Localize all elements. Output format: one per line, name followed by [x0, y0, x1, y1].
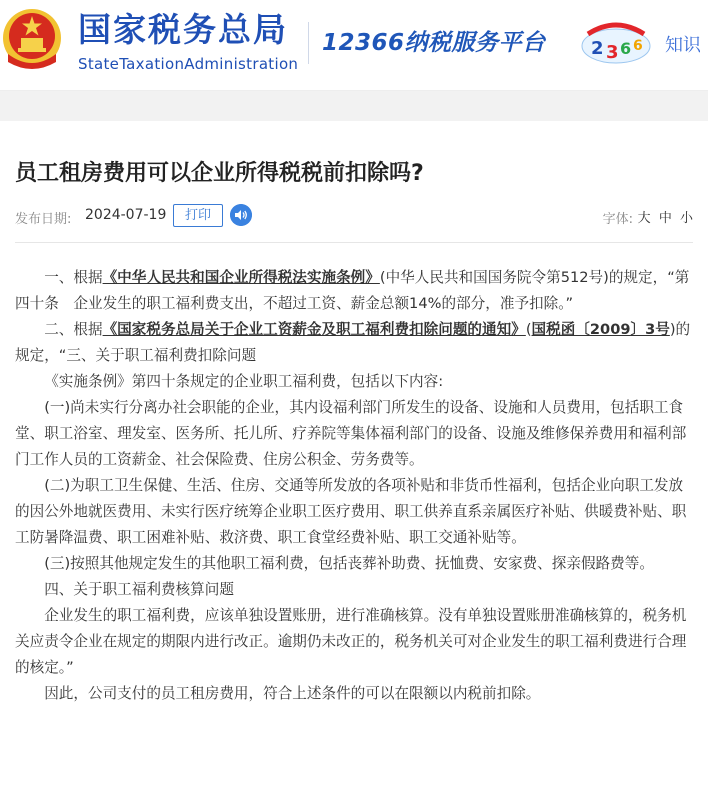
font-size-medium-button[interactable]: 中	[658, 211, 672, 226]
header-divider	[308, 22, 309, 64]
notice-number-link[interactable]: 国税函〔2009〕3号	[531, 321, 670, 338]
font-size-small-button[interactable]: 小	[679, 211, 693, 226]
article-body	[15, 265, 693, 707]
paragraph-7: 四、关于职工福利费核算问题	[44, 581, 234, 598]
paragraph-1: 一、根据《中华人民共和国企业所得税法实施条例》(中华人民共和国国务院令第512号)的规定，“第四十条 企业发生的职工福利费支出，不超过工资、薪金总额14%的部分，准予扣除。”	[15, 269, 690, 312]
article	[0, 159, 708, 707]
regulation-link[interactable]: 《中华人民共和国企业所得税法实施条例》	[102, 269, 380, 286]
font-size-options	[634, 207, 693, 226]
knowledge-link[interactable]: 知识	[665, 35, 701, 56]
platform-title[interactable]: 12366纳税服务平台	[322, 30, 546, 56]
svg-text:6: 6	[633, 38, 643, 54]
national-emblem-icon	[2, 6, 62, 72]
paragraph-3: 《实施条例》第四十条规定的企业职工福利费，包括以下内容:	[44, 373, 444, 390]
12366-mascot-icon	[578, 20, 654, 66]
paragraph-5: (二)为职工卫生保健、生活、住房、交通等所发放的各项补贴和非货币性福利，包括企业向职工发放的因公外地就医费用、未实行医疗统筹企业职工医疗费用、职工供养直系亲属医疗补贴、供暖费补贴、职工防暑降温费、职工困难补贴、救济费、职工食堂经费补贴、职工交通补贴等。	[15, 477, 687, 546]
font-size-label: 字体:	[602, 212, 633, 227]
article-meta	[15, 202, 693, 243]
paragraph-4: (一)尚未实行分离办社会职能的企业，其内设福利部门所发生的设备、设施和人员费用，包括职工食堂、职工浴室、理发室、医务所、托儿所、疗养院等集体福利部门的设备、设施及维修保养费用和福利部门工作人员的工资薪金、社会保险费、住房公积金、劳务费等。	[15, 399, 687, 468]
paragraph-2: 二、根据《国家税务总局关于企业工资薪金及职工福利费扣除问题的通知》(国税函〔2009〕3号)的规定，“三、关于职工福利费扣除问题	[15, 321, 691, 364]
paragraph-9: 因此，公司支付的员工租房费用，符合上述条件的可以在限额以内税前扣除。	[44, 685, 541, 702]
font-size-large-button[interactable]: 大	[637, 211, 651, 226]
publish-date: 2024-07-19	[85, 207, 167, 223]
svg-text:6: 6	[620, 39, 632, 58]
speaker-icon[interactable]	[230, 204, 252, 226]
paragraph-8: 企业发生的职工福利费，应该单独设置账册，进行准确核算。没有单独设置账册准确核算的，税务机关应责令企业在规定的期限内进行改正。逾期仍未改正的，税务机关可对企业发生的职工福利费进行合理的核定。”	[15, 607, 687, 676]
publish-date-label: 发布日期:	[15, 212, 72, 227]
svg-text:3: 3	[606, 42, 619, 63]
nav-band	[0, 90, 708, 121]
svg-text:2: 2	[591, 38, 604, 59]
article-title: 员工租房费用可以企业所得税税前扣除吗?	[15, 161, 424, 186]
print-button[interactable]: 打印	[173, 204, 223, 227]
site-logo-english[interactable]: StateTaxationAdministration	[78, 55, 299, 73]
site-header	[0, 0, 708, 90]
site-logo-chinese[interactable]: 国家税务总局	[78, 10, 288, 49]
paragraph-6: (三)按照其他规定发生的其他职工福利费，包括丧葬补助费、抚恤费、安家费、探亲假路费等。	[44, 555, 654, 572]
notice-link[interactable]: 《国家税务总局关于企业工资薪金及职工福利费扣除问题的通知》	[102, 321, 526, 338]
